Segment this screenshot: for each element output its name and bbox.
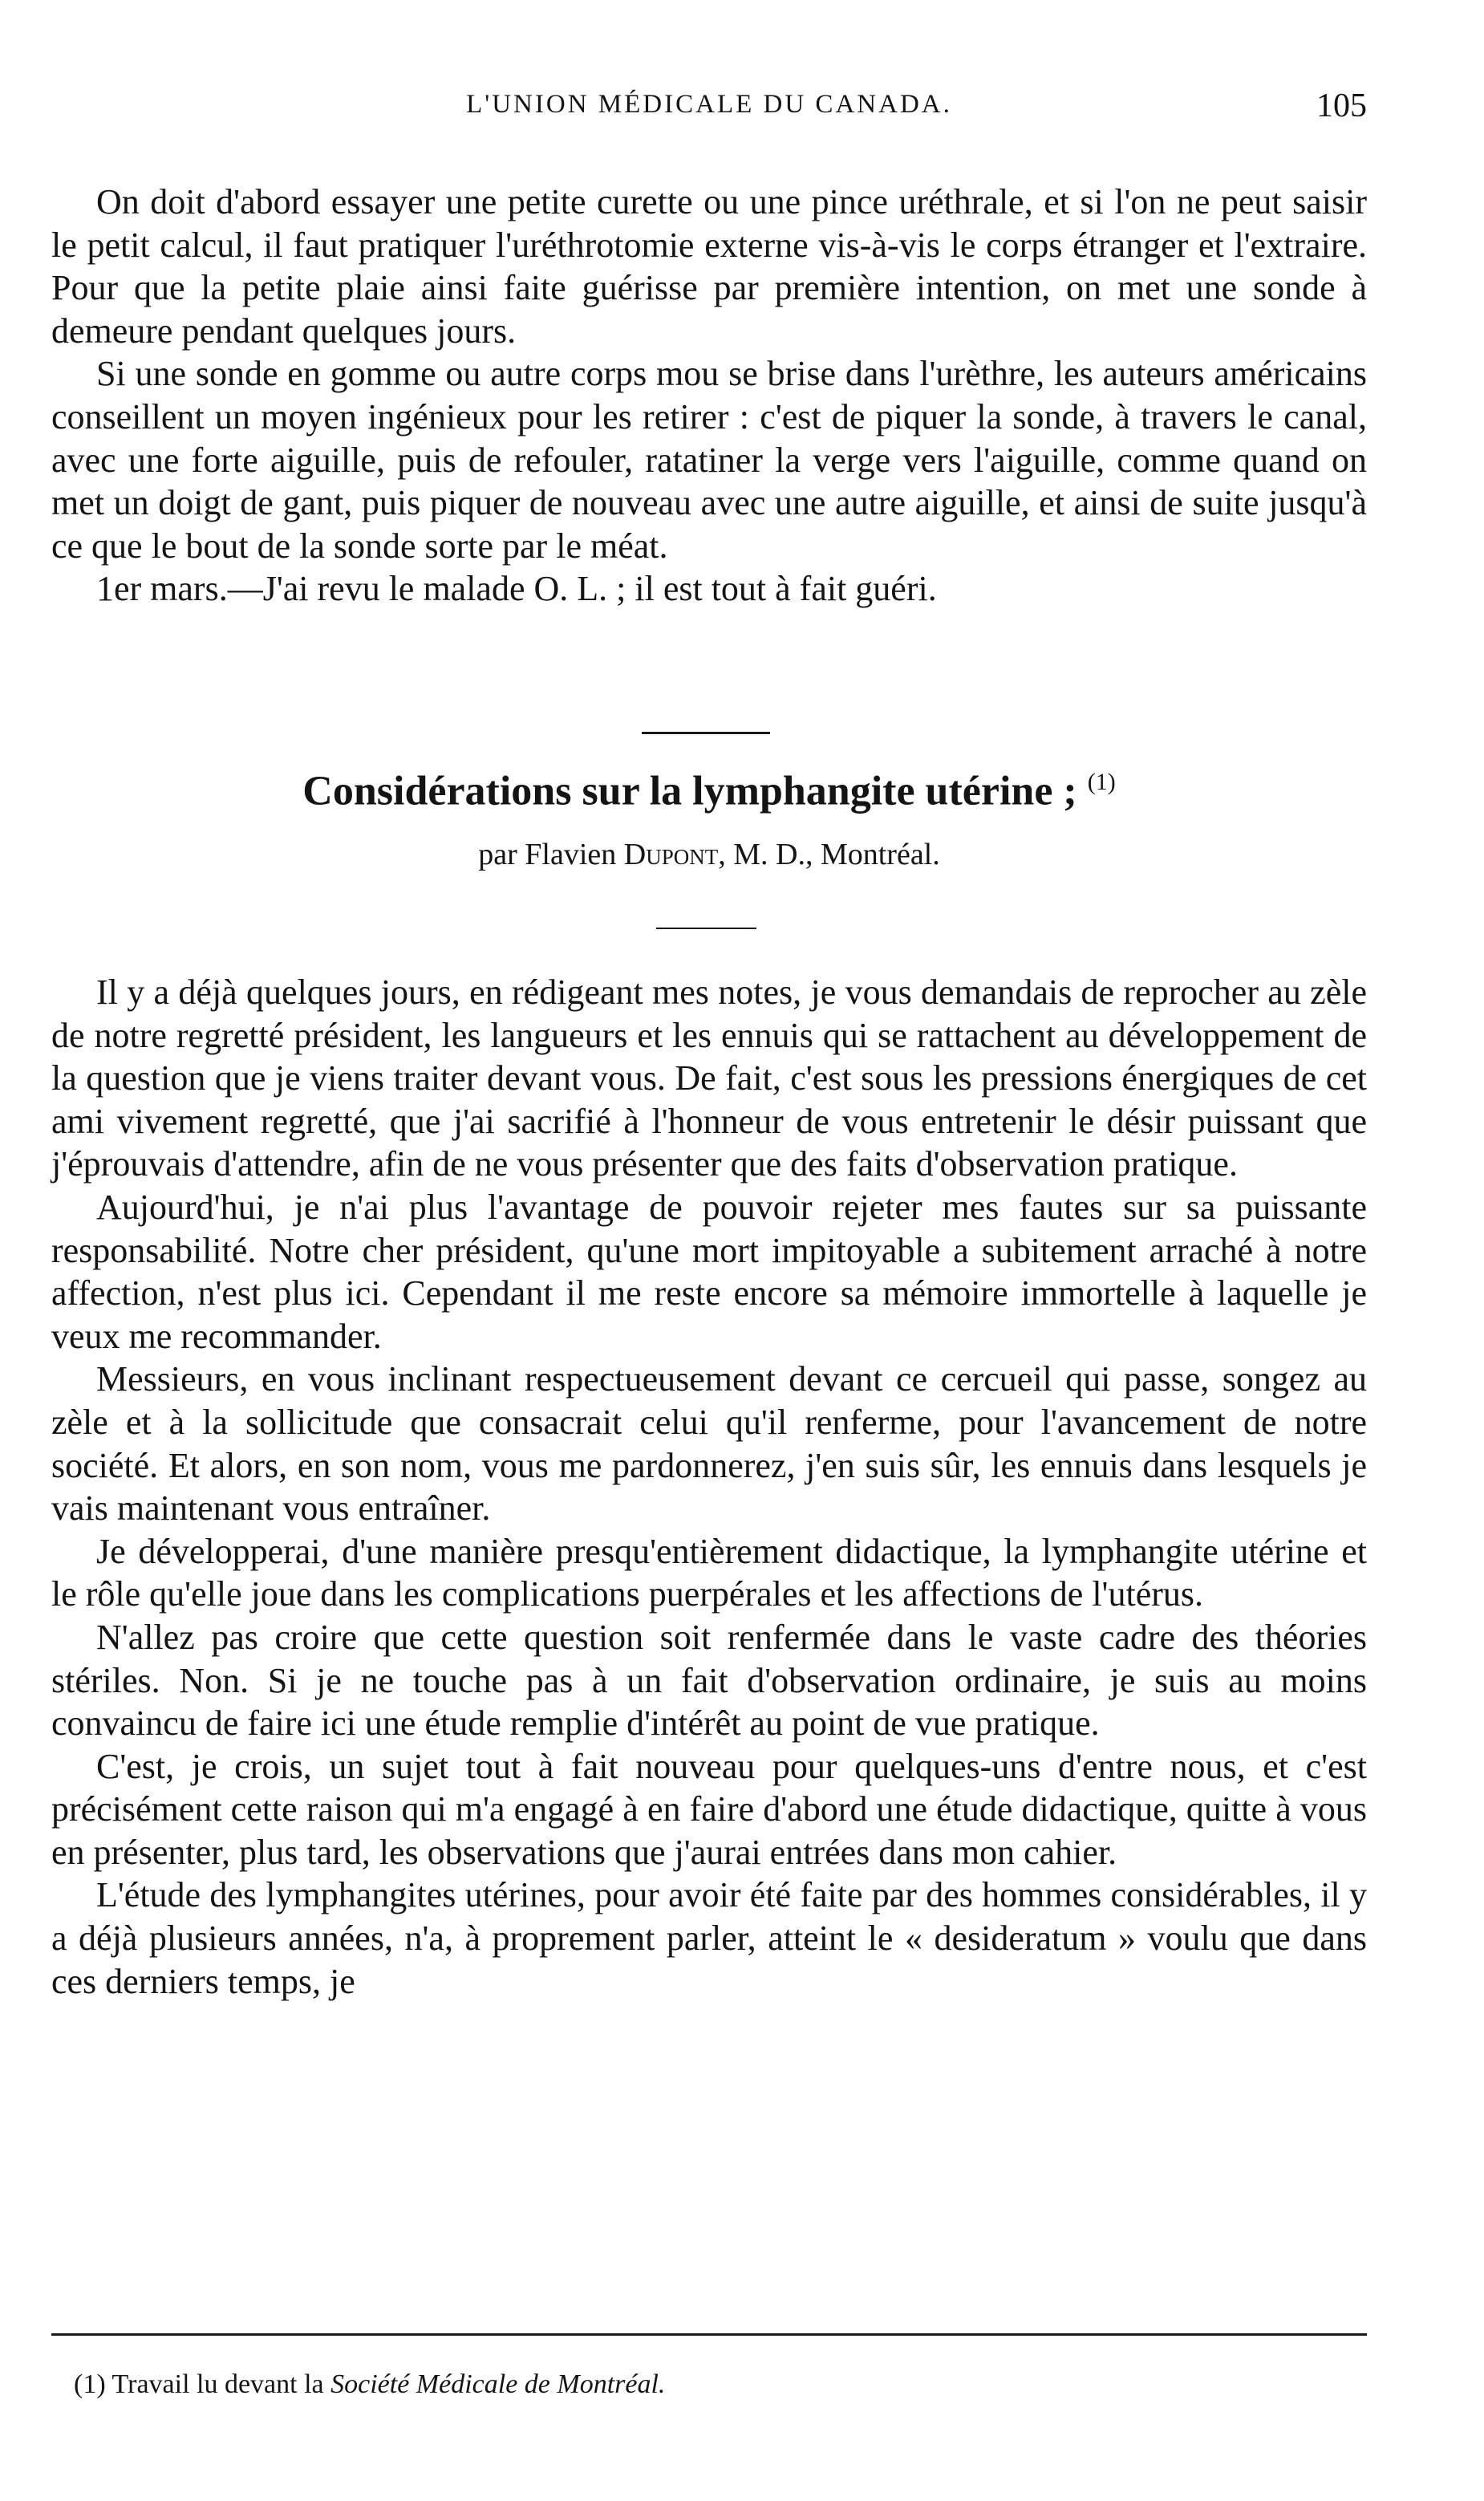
footnote-reference: (1) — [1087, 769, 1116, 795]
journal-title: L'UNION MÉDICALE DU CANADA. — [466, 90, 952, 119]
byline-prefix: par Flavien — [478, 838, 617, 871]
paragraph: Aujourd'hui, je n'ai plus l'avantage de pouvoir rejeter mes fautes sur sa puissante responsabilité. Notre cher président, qu'une mort impitoyable a subitement arraché à notre affection, n'est plus ici. Cependant il me reste encore sa mémoire immortelle à laquelle je veux me recommander. — [51, 1187, 1367, 1356]
paragraph: Messieurs, en vous inclinant respectueusement devant ce cercueil qui passe, songez au zèle et à la sollicitude que consacrait celui qu'il renferme, pour l'avancement de notre société. Et alors, en son nom, vous me pardonnerez, j'en suis sûr, les ennuis dans lesquels je vais maintenant vous entraîner. — [51, 1359, 1367, 1529]
title-divider — [656, 928, 756, 929]
article-title — [51, 754, 1367, 819]
paragraph: C'est, je crois, un sujet tout à fait nouveau pour quelques-uns d'entre nous, et c'est précisément cette raison qui m'a engagé à en faire d'abord une étude didactique, quitte à vous en présenter, plus tard, les observations que j'aurai entrées dans mon cahier. — [51, 1746, 1367, 1872]
page-number: 105 — [1316, 87, 1367, 124]
footnote-italic: Société Médicale de Montréal. — [330, 2369, 666, 2399]
paragraph: On doit d'abord essayer une petite curette ou une pince uréthrale, et si l'on ne peut saisir le petit calcul, il faut pratiquer l'uréthrotomie externe vis-à-vis le corps étranger et l'extraire. Pour que la petite plaie ainsi faite guérisse par première intention, on met une sonde à demeure pendant quelques jours. — [51, 182, 1367, 351]
byline-suffix: M. D., Montréal. — [733, 838, 940, 871]
paragraph: N'allez pas croire que cette question soit renfermée dans le vaste cadre des théories stériles. Non. Si je ne touche pas à un fait d'observation ordinaire, je suis au moins convaincu de faire ici une étude remplie d'intérêt au point de vue pratique. — [51, 1617, 1367, 1744]
previous-article-ending — [51, 181, 1367, 611]
paragraph: 1er mars.—J'ai revu le malade O. L. ; il est tout à fait guéri. — [96, 569, 937, 609]
article-body — [51, 971, 1367, 2003]
footnote — [74, 2367, 1357, 2402]
footnote-separator — [51, 2333, 1367, 2336]
author-surname: Dupont, — [623, 838, 726, 871]
footnote-mark: (1) — [74, 2369, 106, 2399]
byline — [51, 834, 1367, 875]
running-head — [51, 87, 1367, 130]
paragraph: Si une sonde en gomme ou autre corps mou se brise dans l'urèthre, les auteurs américains conseillent un moyen ingénieux pour les retirer : c'est de piquer la sonde, à travers le canal, avec une forte aiguille, puis de refouler, ratatiner la verge vers l'aiguille, comme quand on met un doigt de gant, puis piquer de nouveau avec une autre aiguille, et ainsi de suite jusqu'à ce que le bout de la sonde sorte par le méat. — [51, 354, 1367, 566]
paragraph: L'étude des lymphangites utérines, pour avoir été faite par des hommes considérables, il y a déjà plusieurs années, n'a, à proprement parler, atteint le « desideratum » voulu que dans ces derniers temps, je — [51, 1875, 1367, 2001]
article-title-text: Considérations sur la lymphangite utérine ; — [302, 768, 1077, 814]
section-divider — [642, 732, 770, 734]
footnote-text: Travail lu devant la — [112, 2369, 324, 2399]
paragraph: Il y a déjà quelques jours, en rédigeant mes notes, je vous demandais de reprocher au zèle de notre regretté président, les langueurs et les ennuis qui se rattachent au développement de la question que je viens traiter devant vous. De fait, c'est sous les pressions énergiques de cet ami vivement regretté, que j'ai sacrifié à l'honneur de vous entretenir le désir puissant que j'éprouvais d'attendre, afin de ne vous présenter que des faits d'observation pratique. — [51, 972, 1367, 1184]
paragraph: Je développerai, d'une manière presqu'entièrement didactique, la lymphangite utérine et le rôle qu'elle joue dans les complications puerpérales et les affections de l'utérus. — [51, 1531, 1367, 1614]
